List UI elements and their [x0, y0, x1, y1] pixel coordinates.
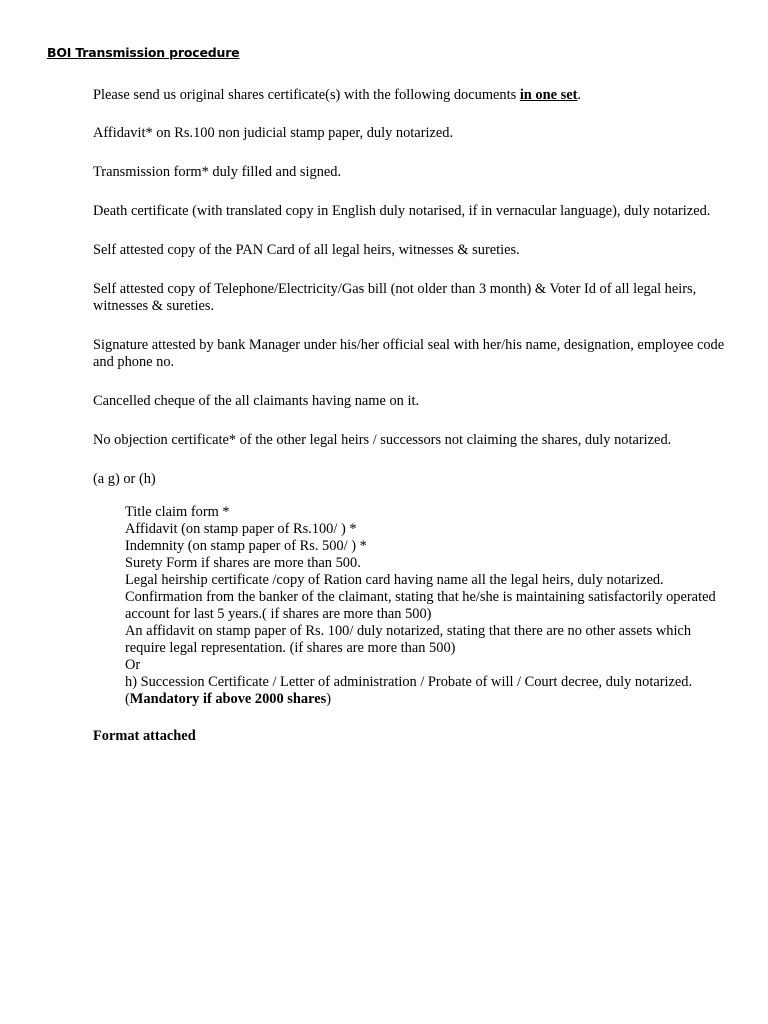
intro-paragraph	[93, 87, 733, 104]
sub-item-indemnity: Indemnity (on stamp paper of Rs. 500/ ) *	[125, 538, 367, 554]
item-noc: No objection certificate* of the other legal heirs / successors not claiming the shares, duly notarized.	[93, 432, 672, 448]
sub-item-assets-affidavit: An affidavit on stamp paper of Rs. 100/ duly notarized, stating that there are no other assets which require legal representation. (if shares are more than 500)	[125, 623, 692, 656]
succession-mandatory: Mandatory if above 2000 shares	[129, 691, 327, 707]
item-transmission-form: Transmission form* duly filled and signed.	[93, 164, 342, 180]
intro-text: Please send us original shares certificate(s) with the following documents	[93, 87, 520, 103]
sub-item-affidavit: Affidavit (on stamp paper of Rs.100/ ) *	[125, 521, 357, 537]
sub-item-succession	[125, 674, 733, 708]
item-pan-card: Self attested copy of the PAN Card of all legal heirs, witnesses & sureties.	[93, 242, 520, 258]
item-affidavit: Affidavit* on Rs.100 non judicial stamp paper, duly notarized.	[93, 125, 454, 141]
item-utility-bill: Self attested copy of Telephone/Electricity/Gas bill (not older than 3 month) & Voter Id of all legal heirs, witnesses & sureties.	[93, 281, 697, 314]
document-title: BOI Transmission procedure	[47, 45, 240, 60]
succession-close: )	[326, 691, 331, 707]
intro-period: .	[577, 87, 581, 103]
format-attached: Format attached	[93, 728, 196, 744]
item-death-certificate: Death certificate (with translated copy in English duly notarised, if in vernacular language), duly notarized.	[93, 203, 711, 219]
sub-item-title-claim: Title claim form *	[125, 504, 230, 520]
document-body	[93, 87, 733, 767]
sub-item-banker-confirmation: Confirmation from the banker of the claimant, stating that he/she is maintaining satisfactorily operated account for last 5 years.( if shares are more than 500)	[125, 589, 716, 622]
sub-item-list	[125, 504, 733, 708]
sub-item-heirship: Legal heirship certificate /copy of Ration card having name all the legal heirs, duly notarized.	[125, 572, 664, 588]
sub-item-or: Or	[125, 657, 141, 673]
choice-line: (a g) or (h)	[93, 471, 156, 487]
succession-text: h) Succession Certificate / Letter of administration / Probate of will / Court decree, duly notarized. (	[125, 674, 693, 707]
sub-item-surety-form: Surety Form if shares are more than 500.	[125, 555, 361, 571]
item-cancelled-cheque: Cancelled cheque of the all claimants having name on it.	[93, 393, 420, 409]
item-signature-attestation: Signature attested by bank Manager under his/her official seal with her/his name, designation, employee code and phone no.	[93, 337, 725, 370]
intro-emphasis: in one set	[519, 87, 578, 103]
